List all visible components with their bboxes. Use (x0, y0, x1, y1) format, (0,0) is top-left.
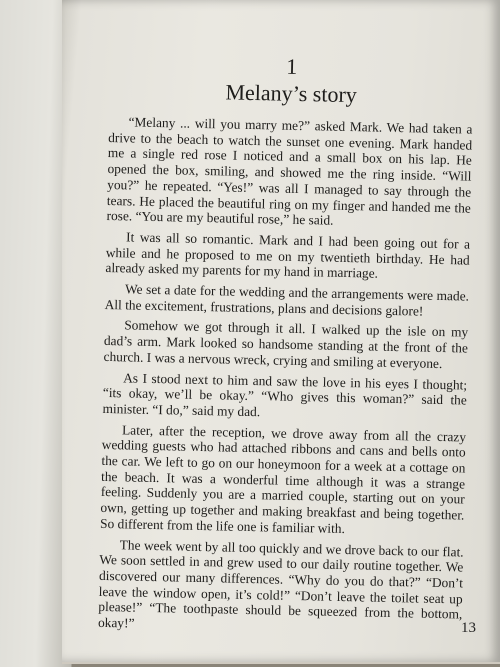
page-number: 13 (461, 620, 476, 636)
chapter-title: Melany’s story (225, 79, 358, 108)
chapter-number: 1 (285, 53, 298, 79)
paragraph: Later, after the reception, we drove away from all the crazy wedding guests who had attached ribbons and cans and bells onto the car. We left to go on our honeymoon for a week at a cottage on the beach. It was a wonderful time although it was a strange feeling. Suddenly you are a married couple, starting out on your own, getting up together and making breakfast and being together. So different from the life one is familiar with. (99, 421, 467, 536)
paragraph: The week went by all too quickly and we drove back to our flat. We soon settled in and grew used to our daily routine together. We discovered our many differences. “Why do you do that?” “Don’t leave the window open, it’s cold!” “Don’t leave the toilet seat up please!” “The toothpaste should be squeezed from the bottom, okay!” (97, 536, 464, 631)
paragraph: “Melany ... will you marry me?” asked Mark. We had taken a drive to the beach to watch the sunset one evening. Mark handed me a single red rose I noticed and a small box on his lap. He opened the box, smiling, and showed me the ring inside. “Will you?” he repeated. “Yes!” was all I managed to say through the tears. He placed the beautiful ring on my finger and handed me the rose. “You are my beautiful rose,” he said. (106, 114, 473, 228)
paragraph: We set a date for the wedding and the arrangements were made. All the excitement, frustrations, plans and decisions galore! (104, 281, 470, 319)
paragraph: It was all so romantic. Mark and I had been going out for a while and he proposed to me on my twentieth birthday. He had already asked my parents for my hand in marriage. (105, 229, 471, 281)
book-page (62, 0, 500, 664)
page-text (98, 52, 474, 643)
paragraph: Somehow we got through it all. I walked up the isle on my dad’s arm. Mark looked so handsome standing at the front of the church. I was a nervous wreck, crying and smiling at everyone. (103, 317, 469, 371)
paragraph: As I stood next to him and saw the love in his eyes I thought; “its okay, we’ll be okay.” “Who gives this woman?” said the minister. “I do,” said my dad. (102, 369, 468, 420)
